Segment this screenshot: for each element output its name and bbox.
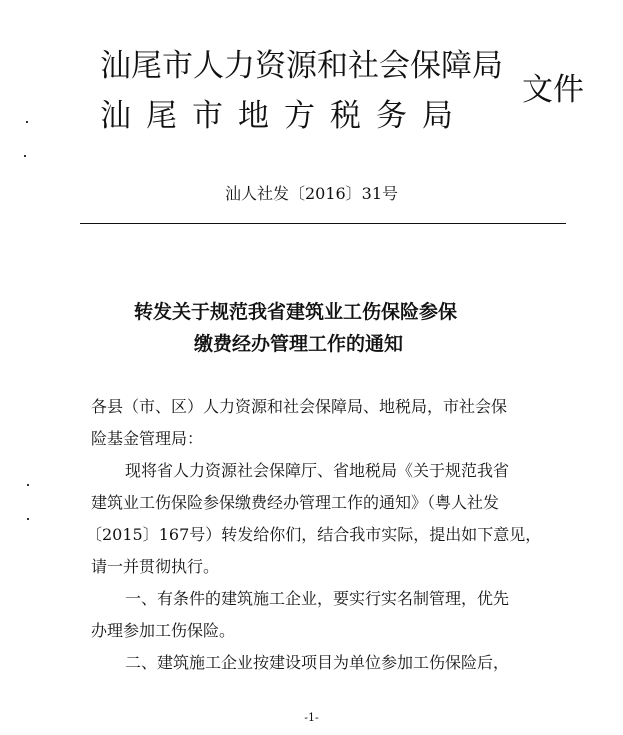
body-line: 办理参加工伤保险。: [91, 621, 236, 640]
body-line: 〔2015〕167号）转发给你们，结合我市实际，提出如下意见，: [86, 525, 542, 544]
document-number: 汕人社发〔2016〕31号: [224, 184, 399, 203]
body-line: 二、建筑施工企业按建设项目为单位参加工伤保险后，: [125, 653, 510, 672]
notice-title-line-1: 转发关于规范我省建筑业工伤保险参保: [134, 301, 458, 323]
body-line: 一、有条件的建筑施工企业，要实行实名制管理，优先: [125, 589, 510, 608]
scan-speck: [24, 155, 26, 157]
document-type-label: 文件: [522, 72, 584, 108]
scan-speck: [26, 121, 28, 123]
issuer-name-tax: 汕尾市地方税务局: [100, 98, 468, 134]
body-line: 请一并贯彻执行。: [91, 557, 220, 576]
page-number: -1-: [304, 711, 319, 724]
scan-speck: [27, 484, 29, 486]
scan-speck: [27, 518, 29, 520]
body-line: 现将省人力资源社会保障厅、省地税局《关于规范我省: [125, 461, 510, 480]
header-divider: [80, 223, 566, 224]
body-line: 建筑业工伤保险参保缴费经办管理工作的通知》（粤人社发: [91, 493, 500, 512]
body-line: 各县（市、区）人力资源和社会保障局、地税局，市社会保: [91, 397, 508, 416]
body-line: 险基金管理局：: [91, 429, 204, 448]
notice-title-line-2: 缴费经办管理工作的通知: [194, 333, 404, 355]
issuer-name-hrss: 汕尾市人力资源和社会保障局: [100, 48, 503, 84]
